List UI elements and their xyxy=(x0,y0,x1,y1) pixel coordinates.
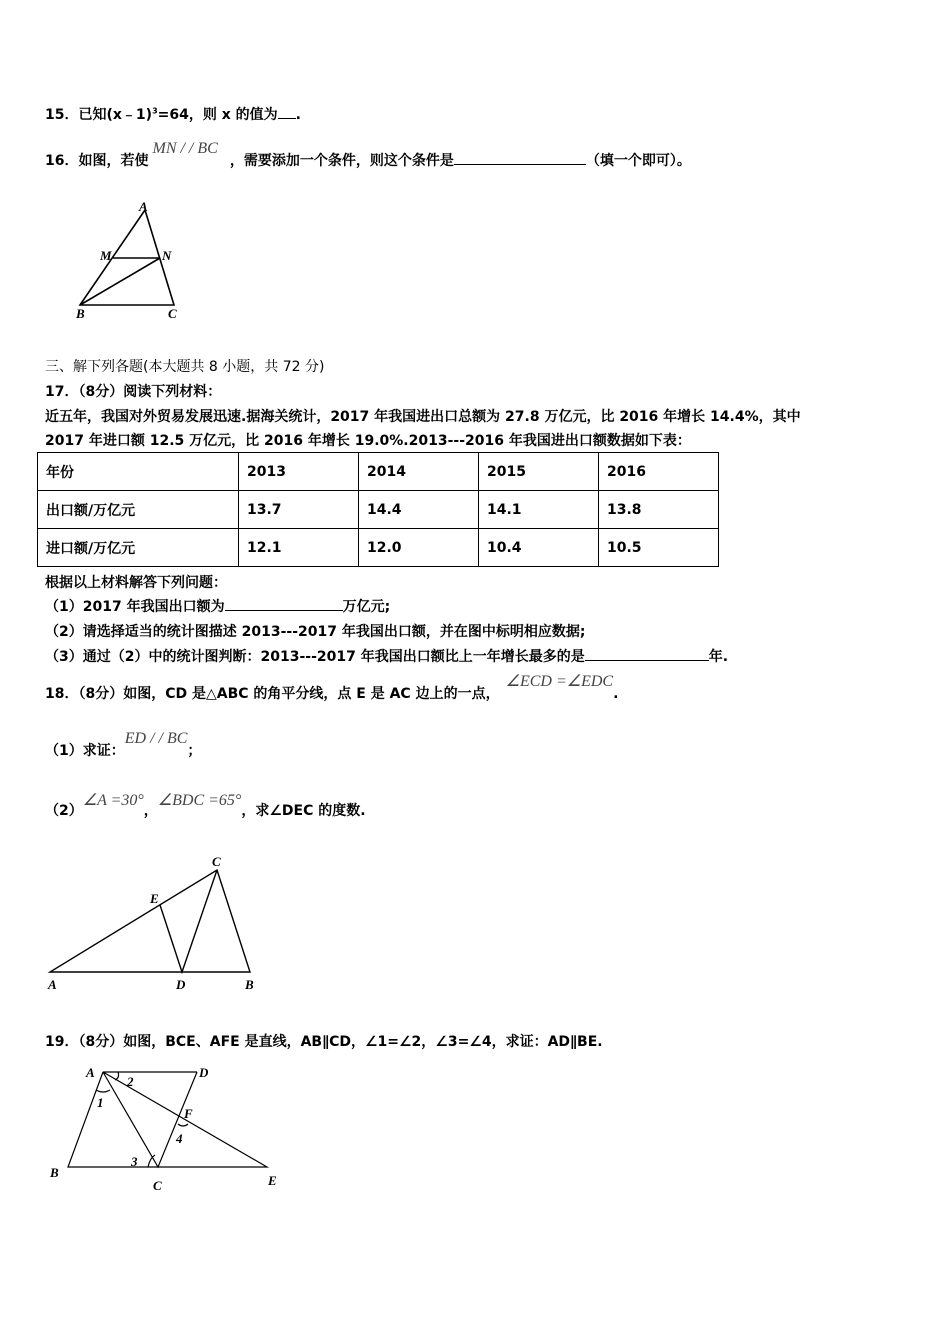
q17-para2: 2017 年进口额 12.5 万亿元，比 2016 年增长 19.0%.2013---2016 年我国进出口额数据如下表： xyxy=(45,433,691,449)
q18-part1 xyxy=(45,730,202,760)
text: . xyxy=(613,686,619,702)
table-header-row xyxy=(38,453,719,491)
q-num: 16． xyxy=(45,153,79,169)
cell: 进口额/万亿元 xyxy=(38,529,239,567)
answer-blank[interactable] xyxy=(585,646,709,661)
q15-end: . xyxy=(295,107,301,123)
table-row xyxy=(38,529,719,567)
cell: 10.5 xyxy=(599,529,719,567)
q18-title xyxy=(45,673,619,703)
label: C xyxy=(168,306,177,321)
q16-math: MN / / BC xyxy=(152,140,218,157)
cell: 13.8 xyxy=(599,491,719,529)
q17-intro: 根据以上材料解答下列问题： xyxy=(45,575,227,591)
q18-math: ED / / BC xyxy=(124,730,188,747)
figure-q16 xyxy=(80,210,174,305)
text: （3）通过（2）中的统计图判断：2013---2017 年我国出口额比上一年增长最多的是 xyxy=(45,649,585,665)
label: C xyxy=(212,854,221,869)
label: C xyxy=(153,1178,162,1193)
text: （1）求证： xyxy=(45,743,125,759)
cell: 出口额/万亿元 xyxy=(38,491,239,529)
q16-end: （填一个即可）。 xyxy=(585,153,691,169)
q17-title: 17．（8分）阅读下列材料： xyxy=(45,384,222,400)
header-cell: 2015 xyxy=(479,453,599,491)
text: 万亿元; xyxy=(342,599,391,615)
table-row xyxy=(38,491,719,529)
header-cell: 2014 xyxy=(359,453,479,491)
angle-label: 4 xyxy=(176,1131,183,1146)
q18-math: ∠BDC =65° xyxy=(157,792,242,809)
label: D xyxy=(199,1065,209,1080)
cell: 14.1 xyxy=(479,491,599,529)
q18-part2 xyxy=(45,792,366,820)
header-cell: 2013 xyxy=(239,453,359,491)
label: B xyxy=(245,977,254,992)
q18-math: ∠A =30° xyxy=(82,792,144,809)
q16-text2: ，需要添加一个条件，则这个条件是 xyxy=(229,153,454,169)
label: B xyxy=(50,1165,59,1180)
label: N xyxy=(162,248,172,263)
answer-blank[interactable] xyxy=(225,596,343,611)
cell: 14.4 xyxy=(359,491,479,529)
figure-q19 xyxy=(68,1072,267,1167)
cell: 12.0 xyxy=(359,529,479,567)
label: A xyxy=(86,1065,95,1080)
label: E xyxy=(150,891,159,906)
text: （2） xyxy=(45,803,83,819)
section-heading: 三、解下列各题(本大题共 8 小题，共 72 分) xyxy=(45,359,325,375)
cell: 13.7 xyxy=(239,491,359,529)
label: A xyxy=(139,199,148,214)
q17-part2: （2）请选择适当的统计图描述 2013---2017 年我国出口额，并在图中标明相应数据; xyxy=(45,624,586,640)
text: ，求∠DEC 的度数. xyxy=(241,803,366,819)
header-cell: 年份 xyxy=(38,453,239,491)
text: ； xyxy=(187,743,202,759)
q19-title: 19．（8分）如图，BCE、AFE 是直线，AB∥CD，∠1=∠2，∠3=∠4，求证：AD∥BE. xyxy=(45,1034,603,1050)
text: （1）2017 年我国出口额为 xyxy=(45,599,225,615)
label: A xyxy=(48,977,57,992)
q18-math: ∠ECD =∠EDC xyxy=(505,673,614,690)
figure-q18 xyxy=(50,870,250,972)
label: D xyxy=(176,977,186,992)
q15-text: 已知(x﹣1) xyxy=(78,107,153,123)
label: E xyxy=(268,1173,277,1188)
q-num: 15． xyxy=(45,107,79,123)
cell: 10.4 xyxy=(479,529,599,567)
trade-table xyxy=(37,452,719,567)
q15-exponent: 3 xyxy=(152,106,158,116)
label: B xyxy=(76,306,85,321)
header-cell: 2016 xyxy=(599,453,719,491)
text: 18．（8分）如图，CD 是△ABC 的角平分线，点 E 是 AC 边上的一点， xyxy=(45,686,500,702)
label: F xyxy=(184,1106,193,1121)
q16-text: 如图，若使 xyxy=(78,153,149,169)
q17-para1: 近五年，我国对外贸易发展迅速.据海关统计，2017 年我国进出口总额为 27.8 万亿元，比 2016 年增长 14.4%，其中 xyxy=(45,409,801,425)
angle-label: 3 xyxy=(131,1154,138,1169)
text: 年. xyxy=(708,649,729,665)
q17-part3 xyxy=(45,646,728,666)
angle-label: 2 xyxy=(127,1074,134,1089)
q17-part1 xyxy=(45,596,390,616)
angle-label: 1 xyxy=(97,1095,104,1110)
text: ， xyxy=(143,803,158,819)
label: M xyxy=(100,248,112,263)
cell: 12.1 xyxy=(239,529,359,567)
q15-text2: =64，则 x 的值为 xyxy=(157,107,278,123)
